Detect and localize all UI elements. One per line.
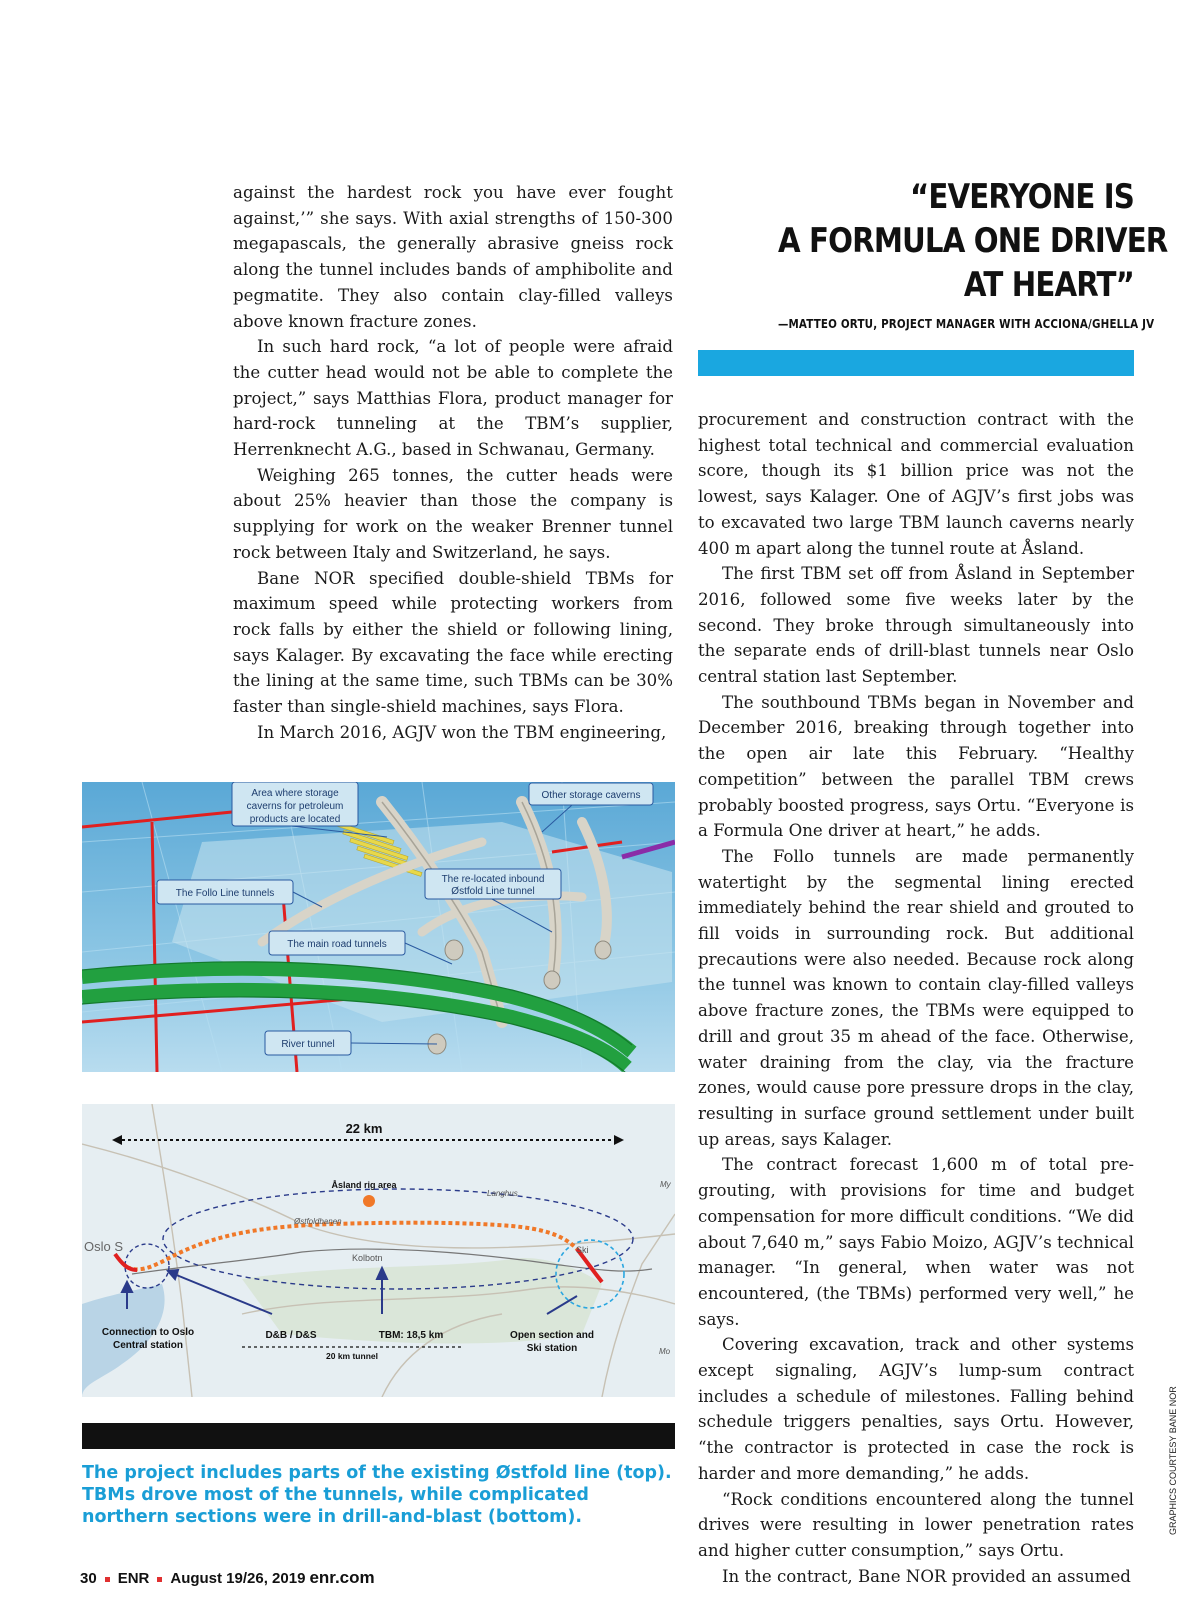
rig-area-label: Åsland rig area [331,1180,397,1190]
paragraph: In the contract, Bane NOR provided an assumed [722,1566,1131,1586]
place-name: Oslo S [84,1239,124,1254]
label-storage-area: products are located [249,814,341,825]
figure-caption: The project includes parts of the existing Østfold line (top). TBMs drove most of the tunnels, while complicated northern sections were in drill-and-blast (bottom). [82,1463,672,1527]
label-main-road: The main road tunnels [287,939,387,950]
paragraph: The contract forecast 1,600 m of total pre-grouting, with provisions for time and budget compensation for more difficult conditions. “We did about 7,640 m,” says Fabio Moizo, AGJV’s technical manager. “In general, when water was not encountered, (the TBMs) performed very well,” he says. [698,1155,1134,1329]
pull-quote [720,175,1168,331]
place-name: Mo [659,1347,671,1356]
right-text-column [698,407,1134,1589]
paragraph: The Follo tunnels are made permanently watertight by the segmental lining erected immediately behind the rear shield and grouted to fill voids in surrounding rock. But additional precautions were also needed. Because rock along the tunnel was known to contain clay-filled valleys above fracture zones, the TBMs were equipped to drill and grout 35 m ahead of the face. Otherwise, water draining from the clay, via the fracture zones, would cause pore pressure drops in the clay, resulting in surface ground settlement under built up areas, says Kalager. [698,846,1134,1149]
tunnel-length-label: 20 km tunnel [326,1351,378,1361]
connection-label: Connection to Oslo [101,1327,195,1338]
graphics-credit: GRAPHICS COURTESY BANE NOR [1168,1386,1178,1535]
quote-line: A FORMULA ONE DRIVER [777,221,1168,261]
paragraph: Weighing 265 tonnes, the cutter heads were about 25% heavier than those the company is supplying for work on the weaker Brenner tunnel rock between Italy and Switzerland, he says. [233,465,673,562]
paragraph: The first TBM set off from Åsland in September 2016, followed some five weeks later by the second. They broke through simultaneously into the separate ends of drill-blast tunnels near Oslo central station last September. [698,564,1134,687]
place-name: Ski [576,1245,589,1255]
rig-area-marker [363,1195,375,1207]
connection-label: Central station [112,1340,184,1351]
place-name: Kolbotn [352,1253,383,1263]
label-storage-area: caverns for petroleum [246,801,344,812]
tbm-label: TBM: 18,5 km [378,1330,444,1341]
label-river: River tunnel [281,1039,335,1050]
distance-label: 22 km [345,1121,383,1136]
paragraph: The southbound TBMs began in November and December 2016, breaking through together into the open air late this February. “Healthy competition” between the parallel TBM crews probably boosted progress, says Ortu. “Everyone is a Formula One driver at heart,” he adds. [698,692,1134,841]
paragraph: Bane NOR specified double-shield TBMs for maximum speed while protecting workers from rock falls by either the shield or following lining, says Kalager. By excavating the face while erecting the lining at the same time, such TBMs can be 30% faster than single-shield machines, says Flora. [233,568,673,717]
paragraph: In such hard rock, “a lot of people were afraid the cutter head would not be able to complete the project,” says Matthias Flora, product manager for hard-rock tunneling at the TBM’s supplier, Herrenknecht A.G., based in Schwanau, Germany. [233,337,673,460]
accent-bar [698,350,1134,376]
place-name: Langhus [487,1189,518,1198]
label-relocated: Østfold Line tunnel [451,886,535,897]
label-other-caverns: Other storage caverns [541,790,641,801]
quote-line: “EVERYONE IS [910,177,1134,217]
tunnel-illustration [82,782,675,1072]
db-label: D&B / D&S [265,1330,317,1341]
separator-square [157,1577,162,1582]
label-storage-area: Area where storage [251,788,339,799]
quote-line: AT HEART” [963,265,1134,305]
page-number: 30 [80,1570,97,1587]
page-footer [80,1568,375,1588]
paragraph: Covering excavation, track and other systems except signaling, AGJV’s lump-sum contract includes a schedule of milestones. Falling behind schedule triggers penalties, says Ortu. However, “the contractor is protected in case the rock is harder and more demanding,” he adds. [698,1335,1134,1483]
open-section-label: Ski station [526,1343,578,1354]
paragraph: “Rock conditions encountered along the tunnel drives were resulting in lower penetration rates and higher cutter consumption,” says Ortu. [698,1489,1134,1560]
place-name: Østfoldbanen [294,1217,342,1226]
label-follo-line: The Follo Line tunnels [175,888,275,899]
magazine-name: ENR [117,1570,150,1587]
separator-square [105,1577,110,1582]
paragraph: In March 2016, AGJV won the TBM engineering, [257,722,667,742]
site-link[interactable]: enr.com [309,1568,375,1587]
place-name: My [660,1180,671,1189]
quote-attribution: —MATTEO ORTU, PROJECT MANAGER WITH ACCIONA/GHELLA JV [777,317,1155,331]
route-map [82,1104,675,1397]
caption-bar [82,1423,675,1449]
left-text-column [233,180,673,745]
label-relocated: The re-located inbound [441,874,545,885]
paragraph: against the hardest rock you have ever fought against,’” she says. With axial strengths of 150-300 megapascals, the generally abrasive gneiss rock along the tunnel includes bands of amphibolite and pegmatite. They also contain clay-filled valleys above known fracture zones. [233,183,673,331]
open-section-label: Open section and [510,1330,594,1341]
issue-date: August 19/26, 2019 [170,1570,306,1587]
paragraph: procurement and construction contract with the highest total technical and commercial evaluation score, though its $1 billion price was not the lowest, says Kalager. One of AGJV’s first jobs was to excavated two large TBM launch caverns nearly 400 m apart along the tunnel route at Åsland. [698,410,1134,558]
